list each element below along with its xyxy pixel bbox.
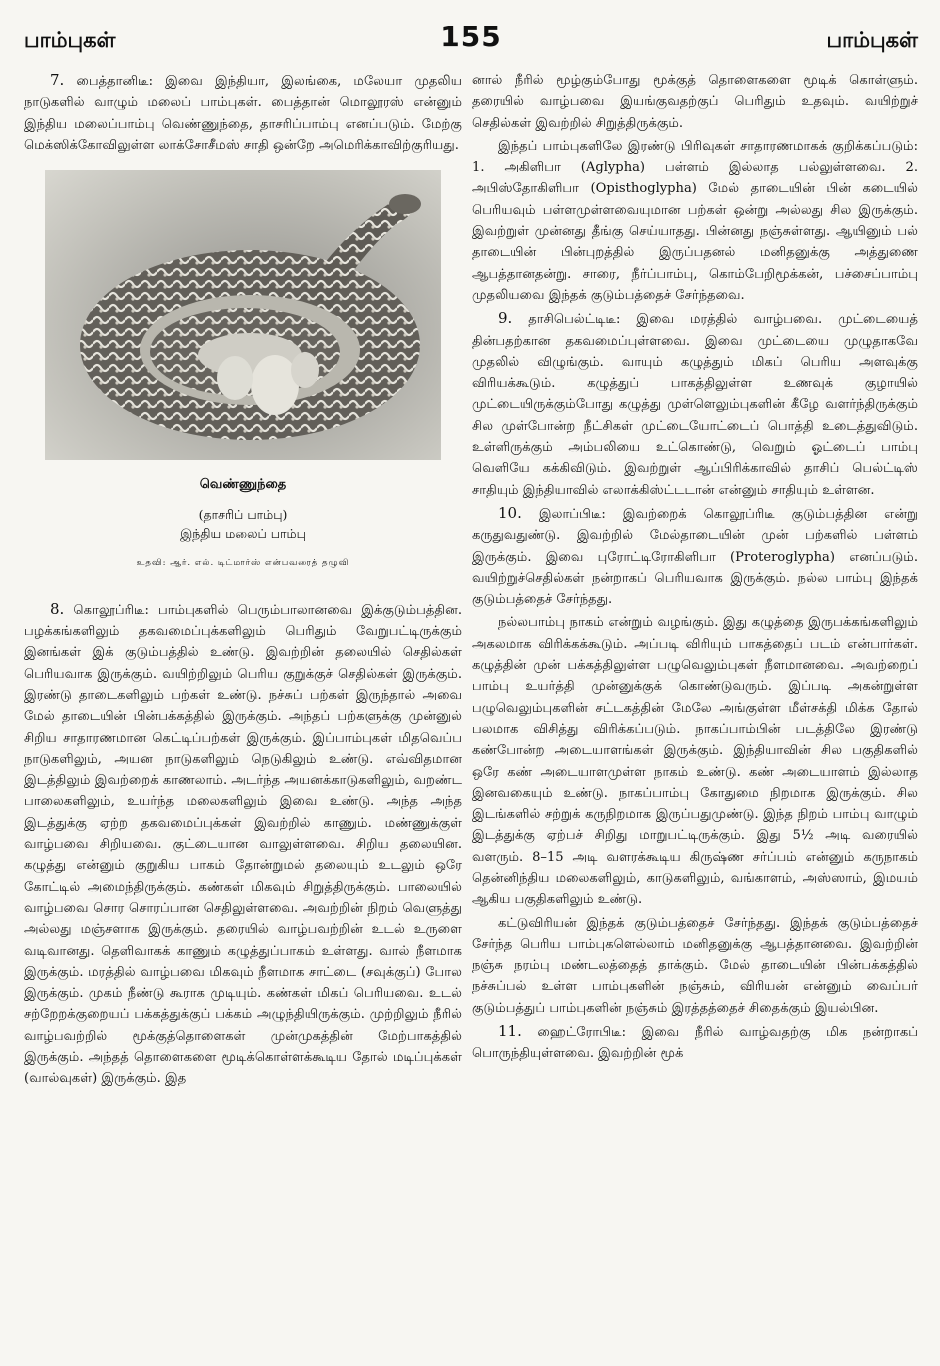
figure-caption-title: வெண்ணுந்தை — [199, 477, 287, 493]
running-head-left: பாம்புகள் — [24, 28, 116, 52]
section-number: 7. — [50, 71, 65, 89]
running-head-right: பாம்புகள் — [826, 28, 918, 52]
paragraph-types: இந்தப் பாம்புகளிலே இரண்டு பிரிவுகள் சாதாரணமாகக் குறிக்கப்படும்: 1. அகிளிபா (Aglypha) பள்ளம் இல்லாத பல்லுள்ளவை. 2. அபிஸ்தோகிளிபா (Opisthoglypha) மேல் தாடையின் பின் கடையில் பெரியவும் பள்ளமுள்ளவையுமான பற்கள் ஒன்று அல்லது சில இருக்கும். இவற்றுள் முன்னது தீங்கு செய்யாதது. பின்னது நஞ்சுள்ளது. ஆயினும் பல் தாடையின் பின்புறத்தில் இருப்பதனல் மனிதனுக்கு அத்துணை ஆபத்தானதன்று. சாரை, நீர்ப்பாம்பு, கொம்பேறிமூக்கன், பச்சைப்பாம்பு முதலியவை இந்தக் குடும்பத்தைச் சேர்ந்தவை. — [472, 138, 918, 303]
paragraph-8-text: கொலூப்ரிடீ: பாம்புகளில் பெரும்பாலானவை இக்குடும்பத்தின. பழக்கங்களிலும் தகவமைப்புக்களிலும் பெரிதும் வேறுபட்டிருக்கும் இனங்கள் இக் குடும்பத்தில் உண்டு. இவற்றின் தலையில் செதில்கள் பெரியவாக இருக்கும். வயிற்றிலும் பெரிய குறுக்குச் செதில்கள் இருக்கும். இரண்டு தாடைகளிலும் பற்கள் உண்டு. நச்சுப் பற்கள் இருந்தால் அவை மேல் தாடையின் பின்பக்கத்தில் இருக்கும். அந்தப் பற்களுக்கு முன்னுல் சிறிய சாதாரணமான கெட்டிப்பற்கள் இருக்கும். இப்பாம்புகள் மிதவெப்ப நாடுகளிலும், அயன நாடுகளிலும் நெடுகிலும் உண்டு. எவ்விதமான இடத்திலும் இவற்றைக் காணலாம். அடர்ந்த அயனக்காடுகளிலும், வறண்ட பாலைகளிலும், உயர்ந்த மலைகளிலும் இவை உண்டு. அந்த அந்த இடத்துக்கு ஏற்ற தகவமைப்புக்கள் இவற்றில் காணும். மண்ணுக்குள் வாழ்பவை சிறியவை. குட்டையான வாலுள்ளவை. சிறிய தலையின. கழுத்து என்னும் குறுகிய பாகம் தோன்றுமல் தலையும் உடலும் ஒரே கோட்டில் அமைந்திருக்கும். கண்கள் மிகவும் சிறுத்திருக்கும். பாலையில் வாழ்பவை சொர சொரப்பான செதிலுள்ளவை. அவற்றின் நிறம் வெளுத்து அல்லது மஞ்சளாக இருக்கும். தரையில் வாழ்பவற்றின் உடல் உருளை வடிவானது. தெளிவாகக் காணும் கழுத்துப்பாகம் உள்ளது. வால் நீளமாக இருக்கும். மரத்தில் வாழ்பவை மிகவும் நீளமாக சாட்டை (சவுக்குப்) போல இருக்கும். முகம் நீண்டு கூராக முடியும். கண்கள் மிகப் பெரியவை. உடல் சற்றேறக்குறையப் பக்கத்துக்குப் பக்கம் அழுந்தியிருக்கும். முற்றிலும் நீரில் வாழ்பவற்றில் மூக்குத்தொளைகள் முன்முகத்தின் மேற்பாகத்தில் இருக்கும். அந்தத் தொளைகளை மூடிக்கொள்ளக்கூடிய தோல் மடிப்புக்கள் (வால்வுகள்) இருக்கும். இத — [24, 602, 462, 1087]
paragraph-continued: னால் நீரில் மூழ்கும்போது மூக்குத் தொளைகளை மூடிக் கொள்ளும். தரையில் வாழ்பவை இயங்குவதற்குப் பெரிதும் உதவும். வயிற்றுச் செதில்கள் இவற்றில் சிறுத்திருக்கும். — [472, 73, 918, 131]
paragraph-10-text: இலாப்பிடீ: இவற்றைக் கொலூப்ரிடீ குடும்பத்தின என்று கருதுவதுண்டு. இவற்றில் மேல்தாடையின் முன் பற்களில் பள்ளம் இருக்கும். இவை புரோட்டிரோகிளிபா (Proteroglypha) எனப்படும். வயிற்றுச்செதில்கள் நன்றாகப் பெரியவாக இருக்கும். நல்ல பாம்பு இந்தக் குடும்பத்தைச் சேர்ந்தது. — [472, 506, 918, 608]
python-figure — [24, 170, 462, 575]
section-number: 11. — [498, 1022, 522, 1041]
paragraph-9 — [472, 308, 918, 501]
figure-credit: உதவி: ஆர். எல். டிட்மார்ஸ் என்பவரைத் தழுவி — [136, 558, 350, 569]
section-number: 9. — [498, 309, 513, 328]
left-column — [24, 70, 462, 1358]
right-column — [472, 70, 918, 1358]
page-number: 155 — [440, 20, 502, 53]
paragraph-7 — [24, 70, 462, 156]
paragraph-11 — [472, 1021, 918, 1065]
coiled-python-image — [45, 170, 441, 460]
python-photo — [45, 170, 441, 460]
section-number: 10. — [498, 503, 522, 522]
paragraph-krait: கட்டுவிரியன் இந்தக் குடும்பத்தைச் சேர்ந்தது. இந்தக் குடும்பத்தைச் சேர்ந்த பெரிய பாம்புகளெல்லாம் மனிதனுக்கு ஆபத்தானவை. இவற்றின் நஞ்சு நரம்பு மண்டலத்தைத் தாக்கும். மேல் தாடையின் பின்பக்கத்தில் நச்சுப்பல் உள்ள பாம்புகளின் நஞ்சும், விரியன் என்னும் வைப்பர் குடும்பத்துப் பாம்புகளின் நஞ்சும் இரத்தத்தைச் சிதைக்கும் இயல்பின. — [472, 915, 918, 1016]
figure-caption-subtitle: (தாசரிப் பாம்பு) — [198, 507, 288, 523]
paragraph-cobra: நல்லபாம்பு நாகம் என்றும் வழங்கும். இது கழுத்தை இருபக்கங்களிலும் அகலமாக விரிக்கக்கூடும். அப்படி விரியும் பாகத்தைப் படம் என்பார்கள். கழுத்தின் முன் பக்கத்திலுள்ள பழுவெலும்புகள் நீளமானவை. அவற்றைப் பாம்பு உயர்த்தி முன்னுக்குக் கொண்டுவரும். இப்படி அகன்றுள்ள பழுவெலும்புகளின் சட்டகத்தின் மேலே அங்குள்ள மீள்சக்தி மிக்க தோல் பலமாக விசித்து விரிக்கப்படும். நாகப்பாம்பின் படத்திலே இரண்டு கண்போன்ற அடையாளங்கள் இருக்கும். இந்தியாவின் சில பகுதிகளில் ஒரே கண் அடையாளமுள்ள நாகம் உண்டு. கண் அடையாளம் இல்லாத இனவகையும் உண்டு. நாகப்பாம்பு கோதுமை நிறமாக இருக்கும். சில இடங்களில் சற்றுக் கருநிறமாக இருப்பதுமுண்டு. இந்த நிறம் பாம்பு வாழும் இடத்துக்கு ஏற்பச் சிறிது மாறுபட்டிருக்கும். இது 5½ அடி வரையில் வளரும். 8–15 அடி வளரக்கூடிய கிருஷ்ண சர்ப்பம் என்னும் கருநாகம் தென்னிந்திய மலைகளிலும், காடுகளிலும், வங்காளம், அஸ்ஸாம், இமயம் ஆகிய பகுதிகளிலும் உண்டு. — [472, 615, 918, 908]
paragraph-9-text: தாசிபெல்ட்டிடீ: இவை மரத்தில் வாழ்பவை. முட்டையைத் தின்பதற்கான தகவமைப்புள்ளவை. இவை முட்டையை முழுதாகவே முதலில் விழுங்கும். வாயும் கழுத்தும் மிகப் பெரிய அளவுக்கு விரியக்கூடும். கழுத்துப் பாகத்திலுள்ள உணவுக் குழாயில் முட்டையிருக்கும்போது கழுத்து முள்ளெலும்புகளின் கீழே வளர்ந்திருக்கும் சில முள்போன்ற நீட்சிகள் முட்டையோட்டைப் பொத்தி உடைத்துவிடும். உள்ளிருக்கும் அம்பலியை உட்கொண்டு, வெறும் ஓட்டைப் பாம்பு வெளியே கக்கிவிடும். இவற்றுள் ஆப்பிரிக்காவில் தாசிப் பெல்ட்டிஸ் சாதியும் இந்தியாவில் எலாக்கிஸ்ட்டடான் என்னும் சாதியும் உள்ளன. — [472, 312, 918, 498]
page-header — [24, 20, 918, 60]
figure-caption-subtitle-2: இந்திய மலைப் பாம்பு — [180, 526, 306, 542]
section-number: 8. — [50, 599, 65, 618]
paragraph-10 — [472, 503, 918, 610]
paragraph-11-text: ஹைட்ரோபிடீ: இவை நீரில் வாழ்வதற்கு மிக நன்றாகப் பொருந்தியுள்ளவை. இவற்றின் மூக் — [472, 1025, 918, 1062]
paragraph-7-text: பைத்தானிடீ: இவை இந்தியா, இலங்கை, மலேயா முதலிய நாடுகளில் வாழும் மலைப் பாம்புகள். பைத்தான் மொலூரஸ் என்னும் இந்திய மலைப்பாம்பு வெண்ணுந்தை, தாசரிப்பாம்பு எனப்படும். மேற்கு மெக்ஸிக்கோவிலுள்ள லாக்சோசீமஸ் சாதி ஒன்றே அமெரிக்காவிற்குரியது. — [24, 74, 462, 153]
paragraph-8 — [24, 599, 462, 1090]
